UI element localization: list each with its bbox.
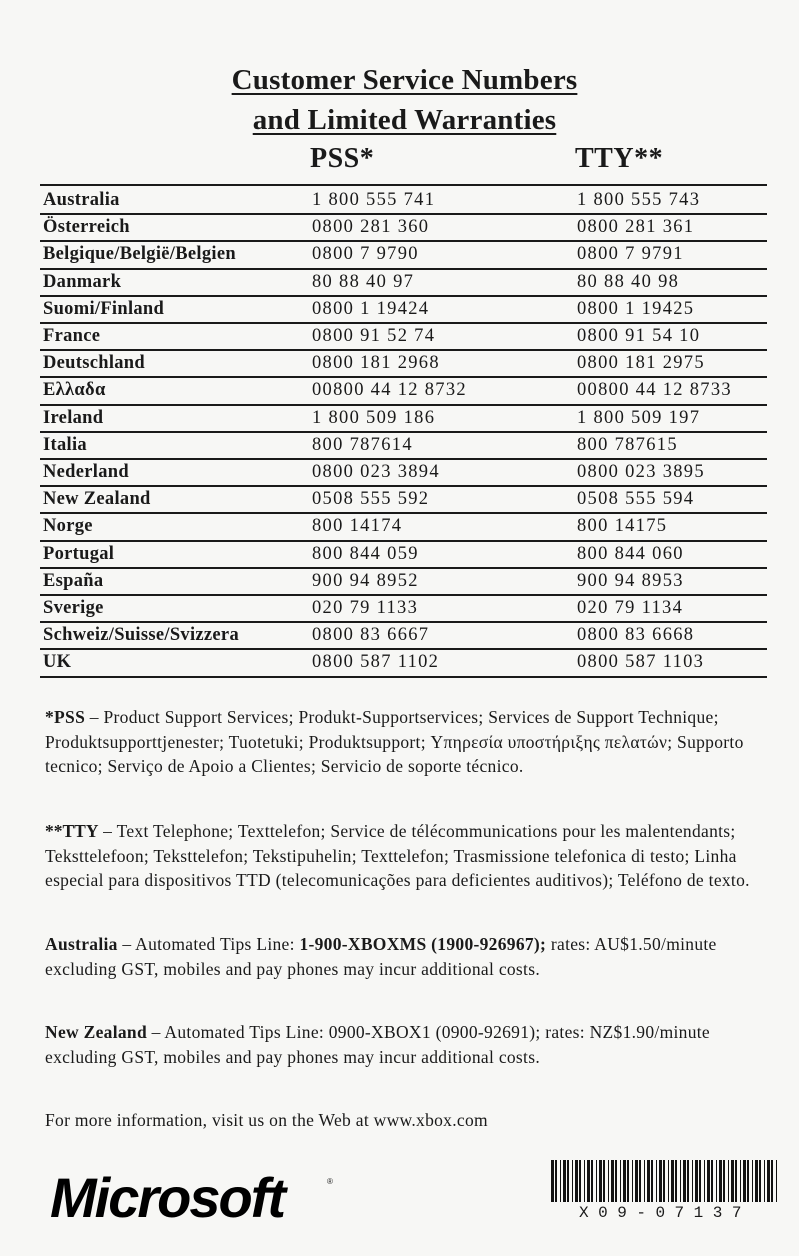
pss-number-cell: 1 800 555 741 (312, 190, 436, 210)
barcode-bar (603, 1160, 605, 1202)
pss-number-cell: 80 88 40 97 (312, 271, 415, 292)
pss-footnote (45, 705, 770, 779)
barcode-bar (627, 1160, 629, 1202)
tty-number-cell: 0800 587 1103 (577, 652, 705, 673)
barcode-bar (555, 1160, 557, 1202)
pss-number-cell: 0800 91 52 74 (312, 326, 436, 346)
barcode-bar (755, 1160, 758, 1202)
country-cell: Portugal (43, 543, 115, 564)
australia-tips-text: – Automated Tips Line: (117, 934, 300, 954)
barcode-bar (711, 1160, 713, 1202)
page-title: Customer Service Numbers (231, 64, 578, 96)
barcode-bar (668, 1160, 669, 1202)
barcode-bar (743, 1160, 746, 1202)
registered-mark: ® (327, 1177, 333, 1186)
barcode-bar (771, 1160, 773, 1202)
barcode-bar (572, 1160, 573, 1202)
barcode-bar (584, 1160, 585, 1202)
barcode-bar (663, 1160, 665, 1202)
barcode-bar (680, 1160, 681, 1202)
pss-number-cell: 0800 181 2968 (312, 353, 440, 374)
country-cell: Nederland (43, 462, 129, 482)
barcode-bar (759, 1160, 761, 1202)
new-zealand-tips-text: – Automated Tips Line: 0900-XBOX1 (0900-92691); rates: NZ$1.90/minute excluding GST, mobiles and pay phones may incur additional costs. (45, 1022, 710, 1067)
country-cell: Ελλαδα (43, 380, 106, 401)
tty-footnote-label: **TTY (45, 821, 99, 841)
barcode (549, 1160, 781, 1230)
tty-number-cell: 0800 023 3895 (577, 462, 705, 482)
barcode-bar (707, 1160, 710, 1202)
tty-number-cell: 020 79 1134 (577, 598, 684, 618)
tty-number-cell: 800 14175 (577, 516, 668, 537)
barcode-bar (575, 1160, 578, 1202)
pss-number-cell: 0800 281 360 (312, 217, 430, 238)
tty-footnote-text: – Text Telephone; Texttelefon; Service de télécommunications pour les malentendants; Teksttelefoon; Teksttelefon; Tekstipuhelin; Texttelefon; Trasmissione telefonica di testo; Linha especial para dispositivos TTD (telecomunicações para deficientes auditivos); Teléfono de texto. (45, 821, 750, 890)
pss-footnote-label: *PSS (45, 707, 86, 727)
barcode-bar (723, 1160, 725, 1202)
barcode-bar (608, 1160, 609, 1202)
new-zealand-tips-label: New Zealand (45, 1022, 147, 1042)
pss-number-cell: 0508 555 592 (312, 489, 430, 510)
tty-number-cell: 0800 91 54 10 (577, 326, 701, 346)
page-subtitle: and Limited Warranties (252, 104, 557, 136)
barcode-bar (683, 1160, 686, 1202)
barcode-bar (599, 1160, 602, 1202)
barcode-bar (611, 1160, 614, 1202)
barcode-bar (587, 1160, 590, 1202)
pss-number-cell: 0800 587 1102 (312, 652, 440, 673)
country-cell: UK (43, 652, 72, 673)
barcode-bar (776, 1160, 777, 1202)
table-rule (40, 676, 767, 678)
barcode-bar (740, 1160, 741, 1202)
barcode-bar (747, 1160, 749, 1202)
country-cell: Deutschland (43, 353, 145, 374)
barcode-bar (591, 1160, 593, 1202)
barcode-bar (563, 1160, 566, 1202)
barcode-bar (647, 1160, 650, 1202)
barcode-bars (549, 1160, 781, 1202)
tty-number-cell: 0508 555 594 (577, 489, 695, 510)
tty-column-header: TTY** (575, 143, 664, 174)
barcode-bar (735, 1160, 737, 1202)
country-cell: Sverige (43, 598, 104, 618)
tty-footnote (45, 819, 770, 893)
barcode-bar (692, 1160, 693, 1202)
tty-number-cell: 1 800 555 743 (577, 190, 701, 210)
pss-footnote-text: – Product Support Services; Produkt-Supportservices; Services de Support Technique; Produktsupporttjenester; Tuotetuki; Produktsupport; Υπηρεσία υποστήριξης πελατών; Supporto tecnico; Serviço de Apoio a Clientes; Servicio de soporte técnico. (45, 707, 744, 776)
country-cell: Norge (43, 516, 93, 537)
country-cell: España (43, 570, 104, 591)
country-cell: Danmark (43, 271, 122, 292)
tty-number-cell: 80 88 40 98 (577, 271, 680, 292)
barcode-bar (632, 1160, 633, 1202)
pss-number-cell: 900 94 8952 (312, 570, 419, 591)
barcode-bar (656, 1160, 657, 1202)
australia-tips-label: Australia (45, 934, 118, 954)
country-cell: Österreich (43, 217, 130, 238)
australia-tips-number: 1-900-XBOXMS (1900-926967); (299, 934, 547, 954)
pss-number-cell: 0800 1 19424 (312, 298, 430, 319)
pss-number-cell: 800 844 059 (312, 543, 419, 564)
pss-number-cell: 0800 023 3894 (312, 462, 440, 482)
pss-number-cell: 00800 44 12 8732 (312, 380, 467, 401)
country-cell: Schweiz/Suisse/Svizzera (43, 625, 239, 646)
barcode-bar (560, 1160, 561, 1202)
barcode-bar (651, 1160, 653, 1202)
tty-number-cell: 800 844 060 (577, 543, 684, 564)
barcode-bar (620, 1160, 621, 1202)
pss-number-cell: 0800 83 6667 (312, 625, 430, 646)
tty-number-cell: 800 787615 (577, 434, 678, 455)
barcode-bar (731, 1160, 734, 1202)
barcode-bar (699, 1160, 701, 1202)
country-cell: Italia (43, 434, 87, 455)
country-cell: Australia (43, 190, 120, 210)
table-rule (40, 184, 767, 186)
country-cell: Belgique/België/Belgien (43, 244, 236, 265)
barcode-bar (644, 1160, 645, 1202)
pss-number-cell: 1 800 509 186 (312, 407, 436, 428)
tty-number-cell: 0800 281 361 (577, 217, 695, 238)
tty-number-cell: 0800 181 2975 (577, 353, 705, 374)
pss-number-cell: 800 787614 (312, 434, 413, 455)
barcode-bar (687, 1160, 689, 1202)
barcode-bar (567, 1160, 569, 1202)
tty-number-cell: 900 94 8953 (577, 570, 684, 591)
barcode-bar (675, 1160, 677, 1202)
barcode-bar (752, 1160, 753, 1202)
barcode-bar (639, 1160, 641, 1202)
barcode-bar (551, 1160, 554, 1202)
barcode-bar (635, 1160, 638, 1202)
tty-number-cell: 0800 83 6668 (577, 625, 695, 646)
country-cell: France (43, 326, 101, 346)
barcode-bar (579, 1160, 581, 1202)
pss-column-header: PSS* (310, 143, 375, 174)
barcode-bar (728, 1160, 729, 1202)
barcode-bar (719, 1160, 722, 1202)
pss-number-cell: 020 79 1133 (312, 598, 419, 618)
barcode-number: X09-07137 (579, 1204, 751, 1222)
australia-tips-rates: rates: AU$1.50/minute excluding GST, mobiles and pay phones may incur additional costs. (45, 934, 717, 979)
australia-tips-note (45, 932, 770, 981)
microsoft-logo: Microsoft (50, 1166, 284, 1229)
barcode-bar (716, 1160, 717, 1202)
barcode-bar (767, 1160, 770, 1202)
tty-number-cell: 00800 44 12 8733 (577, 380, 732, 401)
web-info: For more information, visit us on the Web at www.xbox.com (45, 1110, 488, 1130)
barcode-bar (659, 1160, 662, 1202)
barcode-bar (671, 1160, 674, 1202)
pss-number-cell: 800 14174 (312, 516, 403, 537)
barcode-bar (704, 1160, 705, 1202)
barcode-bar (596, 1160, 597, 1202)
country-cell: New Zealand (43, 489, 151, 510)
country-cell: Suomi/Finland (43, 298, 165, 319)
tty-number-cell: 0800 7 9791 (577, 244, 684, 265)
tty-number-cell: 0800 1 19425 (577, 298, 695, 319)
pss-number-cell: 0800 7 9790 (312, 244, 419, 265)
barcode-bar (695, 1160, 698, 1202)
barcode-bar (764, 1160, 765, 1202)
barcode-bar (623, 1160, 626, 1202)
tty-number-cell: 1 800 509 197 (577, 407, 701, 428)
new-zealand-tips-note (45, 1020, 770, 1069)
country-cell: Ireland (43, 407, 104, 428)
barcode-bar (615, 1160, 617, 1202)
